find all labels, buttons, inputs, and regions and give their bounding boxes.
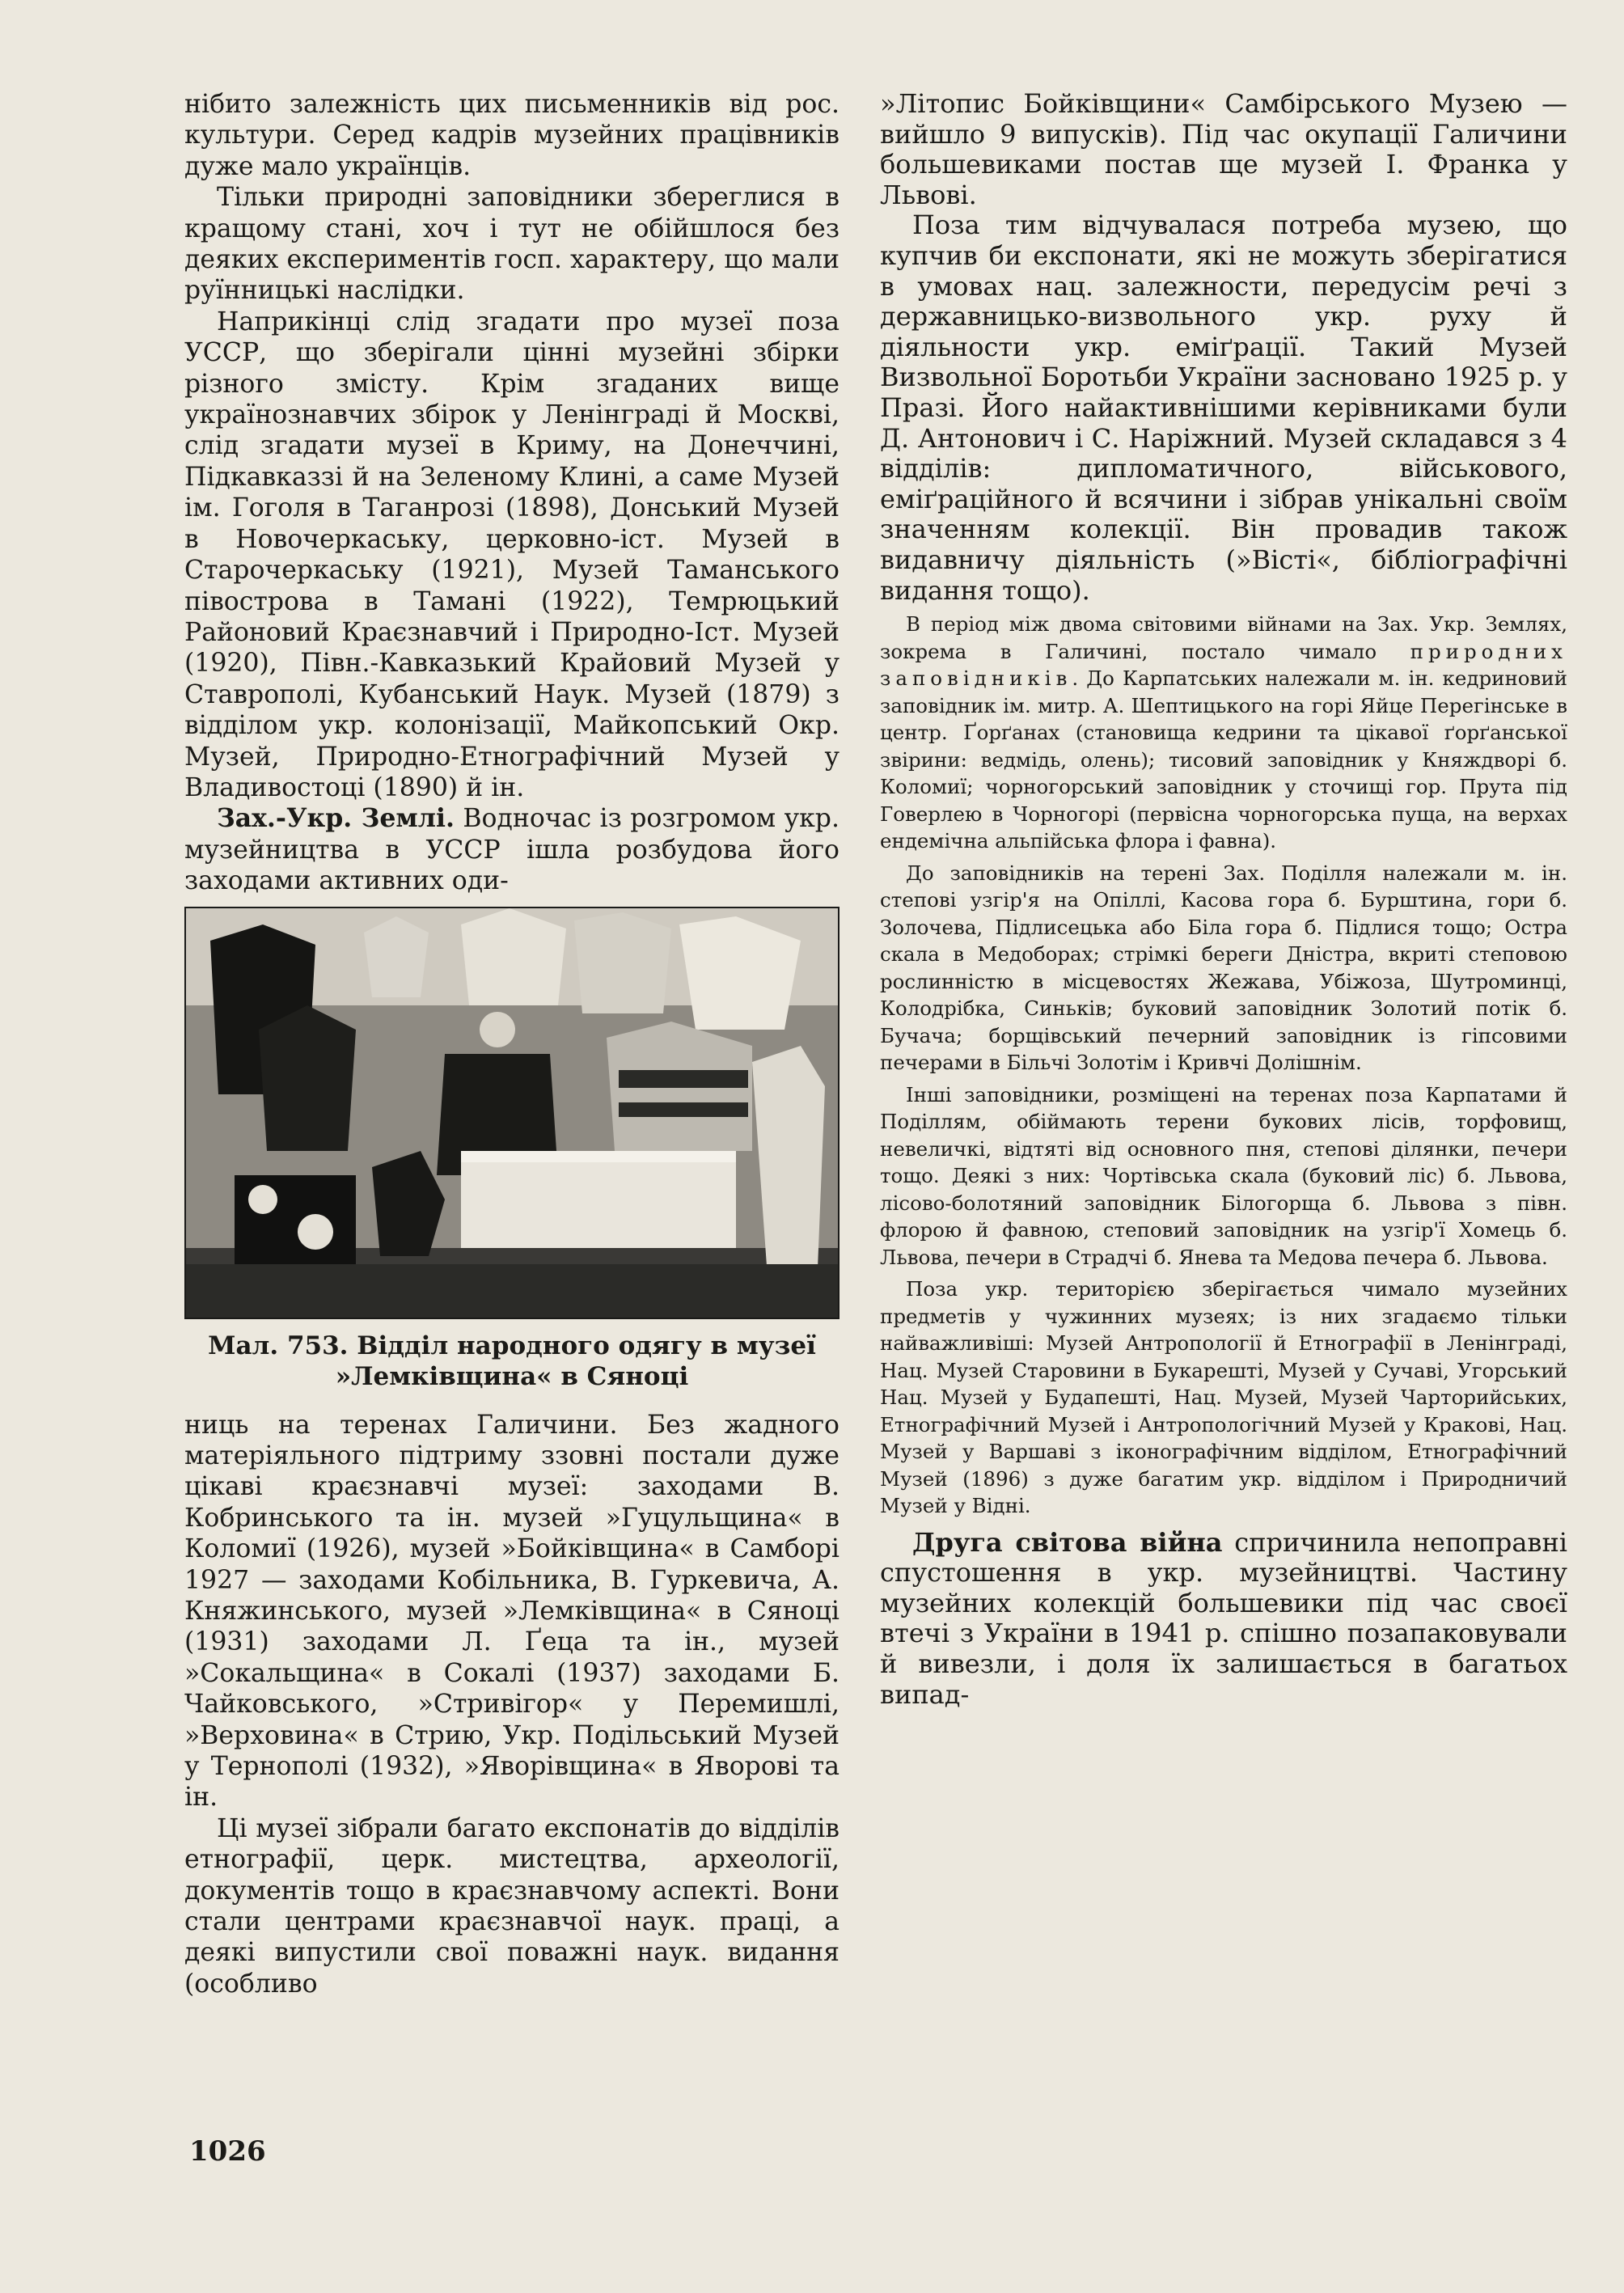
right-paragraph-1: »Літопис Бойківщини« Самбірського Музею — вийшло 9 випусків). Під час окупації Галичини большевиками постав ще музей І. Франка у Львові.	[880, 88, 1567, 210]
left-paragraph-4	[184, 803, 839, 896]
right-paragraph-5: Інші заповідники, розміщені на теренах поза Карпатами й Поділлям, обіймають терени букових лісів, торфовищ, невеличкі, відтяті від основного пня, степові ділянки, печери тощо. Деякі з них: Чортівська скала (буковий ліс) б. Львова, лісово-болотяний заповідник Білогорща б. Львова з півн. флорою й фавною, степовий заповідник на узгір'ї Хомець б. Львова, печери в Страдчі б. Янева та Медова печера б. Львова.	[880, 1082, 1567, 1269]
right-paragraph-3-start: В період між двома світовими війнами на Зах. Укр. Землях, зокрема в Галичині, постало чимало	[880, 612, 1567, 663]
section-heading-west-ukraine: Зах.-Укр. Землі.	[217, 803, 455, 834]
right-paragraph-2: Поза тим відчувалася потреба музею, що купчив би експонати, які не можуть зберігатися в умовах нац. залежности, передусім речі з державницько-визвольного укр. руху й діяльности укр. еміґрації. Такий Музей Визвольної Боротьби України засновано 1925 р. у Празі. Його найактивнішими керівниками були Д. Антонович і С. Наріжний. Музей складався з 4 відділів: дипломатичного, військового, еміґраційного й всячини і зібрав унікальні своїм значенням колекції. Він провадив також видавничу діяльність (»Вісті«, бібліографічні видання тощо).	[880, 209, 1567, 606]
folk-costume-display-illustration	[186, 908, 838, 1318]
right-column	[880, 89, 1567, 1710]
right-paragraph-3	[880, 611, 1567, 855]
right-paragraph-3-end: . До Карпатських належали м. ін. кедриновий заповідник ім. митр. А. Шептицького на горі Яйце Перегінське в центр. Ґорґанах (становища кедрини та цікавої ґорґанської звірини: ведмідь, олень); тисовий заповідник у Княждворі б. Коломиї; чорногорський заповідник у сточищі гор. Прута під Говерлею в Чорногорі (первісна чорногорська пуща, на верхах ендемічна альпійська флора і фавна).	[880, 666, 1567, 853]
right-paragraph-7-text: спричинила непоправні спустошення в укр. музейництві. Частину музейних колекцій большевики під час своєї втечі з України в 1941 р. спішно позапаковували й вивезли, і доля їх залишається в багатьох випад-	[880, 1526, 1568, 1710]
right-paragraph-6: Поза укр. територією зберігається чимало музейних предметів у чужинних музеях; із них згадаємо тільки найважливіші: Музей Антропології й Етнографії в Ленінграді, Нац. Музей Старовини в Букарешті, Музей у Сучаві, Угорський Нац. Музей у Будапешті, Нац. Музей, Музей Чарторийських, Етнографічний Музей і Антропологічний Музей у Кракові, Нац. Музей у Варшаві з іконографічним відділом, Етнографічний Музей (1896) з дуже багатим укр. відділом і Природничий Музей у Відні.	[880, 1277, 1567, 1518]
museum-photo	[184, 907, 839, 1319]
left-paragraph-1: нібито залежність цих письменників від рос. культури. Серед кадрів музейних працівників дуже мало українців.	[184, 90, 839, 181]
figure-caption: Мал. 753. Відділ народного одягу в музеї »Лемківщина« в Сяноці	[208, 1331, 816, 1391]
right-paragraph-7	[880, 1528, 1567, 1711]
left-paragraph-4-text: Водночас із розгромом укр. музейництва в УССР ішла розбудова його заходами активних оди-	[184, 804, 839, 896]
left-column	[184, 89, 839, 1999]
right-paragraph-3-emphasis: природних заповідників	[880, 639, 1567, 691]
left-paragraph-6: Ці музеї зібрали багато експонатів до відділів етнографії, церк. мистецтва, археології, документів тощо в краєзнавчому аспекті. Вони стали центрами краєзнавчої наук. праці, а деякі випустили свої поважні наук. видання (особливо	[184, 1813, 839, 1999]
right-paragraph-4: До заповідників на терені Зах. Поділля належали м. ін. степові узгір'я на Опіллі, Касова гора б. Бурштина, гори б. Золочева, Підлисецька або Біла гора б. Підлися тощо; Остра скала в Медоборах; стрімкі береги Дністра, вкриті степовою рослинністю в місцевостях Жежава, Убіжоза, Шутроминці, Колодрібка, Синьків; буковий заповідник Золотий потік б. Бучача; борщівський печерний заповідник із гіпсовими печерами в Більчі Золотім і Кривчі Долішнім.	[880, 861, 1567, 1075]
page-number: 1026	[189, 2135, 266, 2168]
left-paragraph-5: ниць на теренах Галичини. Без жадного матеріяльного підтриму ззовні постали дуже цікаві краєзнавчі музеї: заходами В. Кобринського та ін. музей »Гуцульщина« в Коломиї (1926), музей »Бойківщина« в Самборі 1927 — заходами Кобільника, В. Гуркевича, А. Княжинського, музей »Лемківщина« в Сяноці (1931) заходами Л. Ґеца та ін., музей »Сокальщина« в Сокалі (1937) заходами Б. Чайковського, »Стривігор« у Перемишлі, »Верховина« в Стрию, Укр. Подільський Музей у Тернополі (1932), »Яворівщина« в Яворові та ін.	[184, 1410, 839, 1813]
left-paragraph-2: Тільки природні заповідники збереглися в кращому стані, хоч і тут не обійшлося без деяких експериментів госп. характеру, що мали руїнницькі наслідки.	[184, 183, 839, 306]
left-paragraph-3: Наприкінці слід згадати про музеї поза УССР, що зберігали цінні музейні збірки різного змісту. Крім згаданих вище українознавчих збірок у Ленінграді й Москві, слід згадати музеї в Криму, на Донеччині, Підкавказзі й на Зеленому Клині, а саме Музей ім. Гоголя в Таганрозі (1898), Донський Музей в Новочеркаську, церковно-іст. Музей в Старочеркаську (1921), Музей Таманського півострова в Тамані (1922), Темрюцький Районовий Краєзнавчий і Природно-Іст. Музей (1920), Півн.-Кавказький Крайовий Музей у Ставрополі, Кубанський Наук. Музей (1879) з відділом укр. колонізації, Майкопський Окр. Музей, Природно-Етнографічний Музей у Владивостоці (1890) й ін.	[184, 307, 839, 802]
section-heading-second-world-war: Друга світова війна	[912, 1526, 1223, 1558]
